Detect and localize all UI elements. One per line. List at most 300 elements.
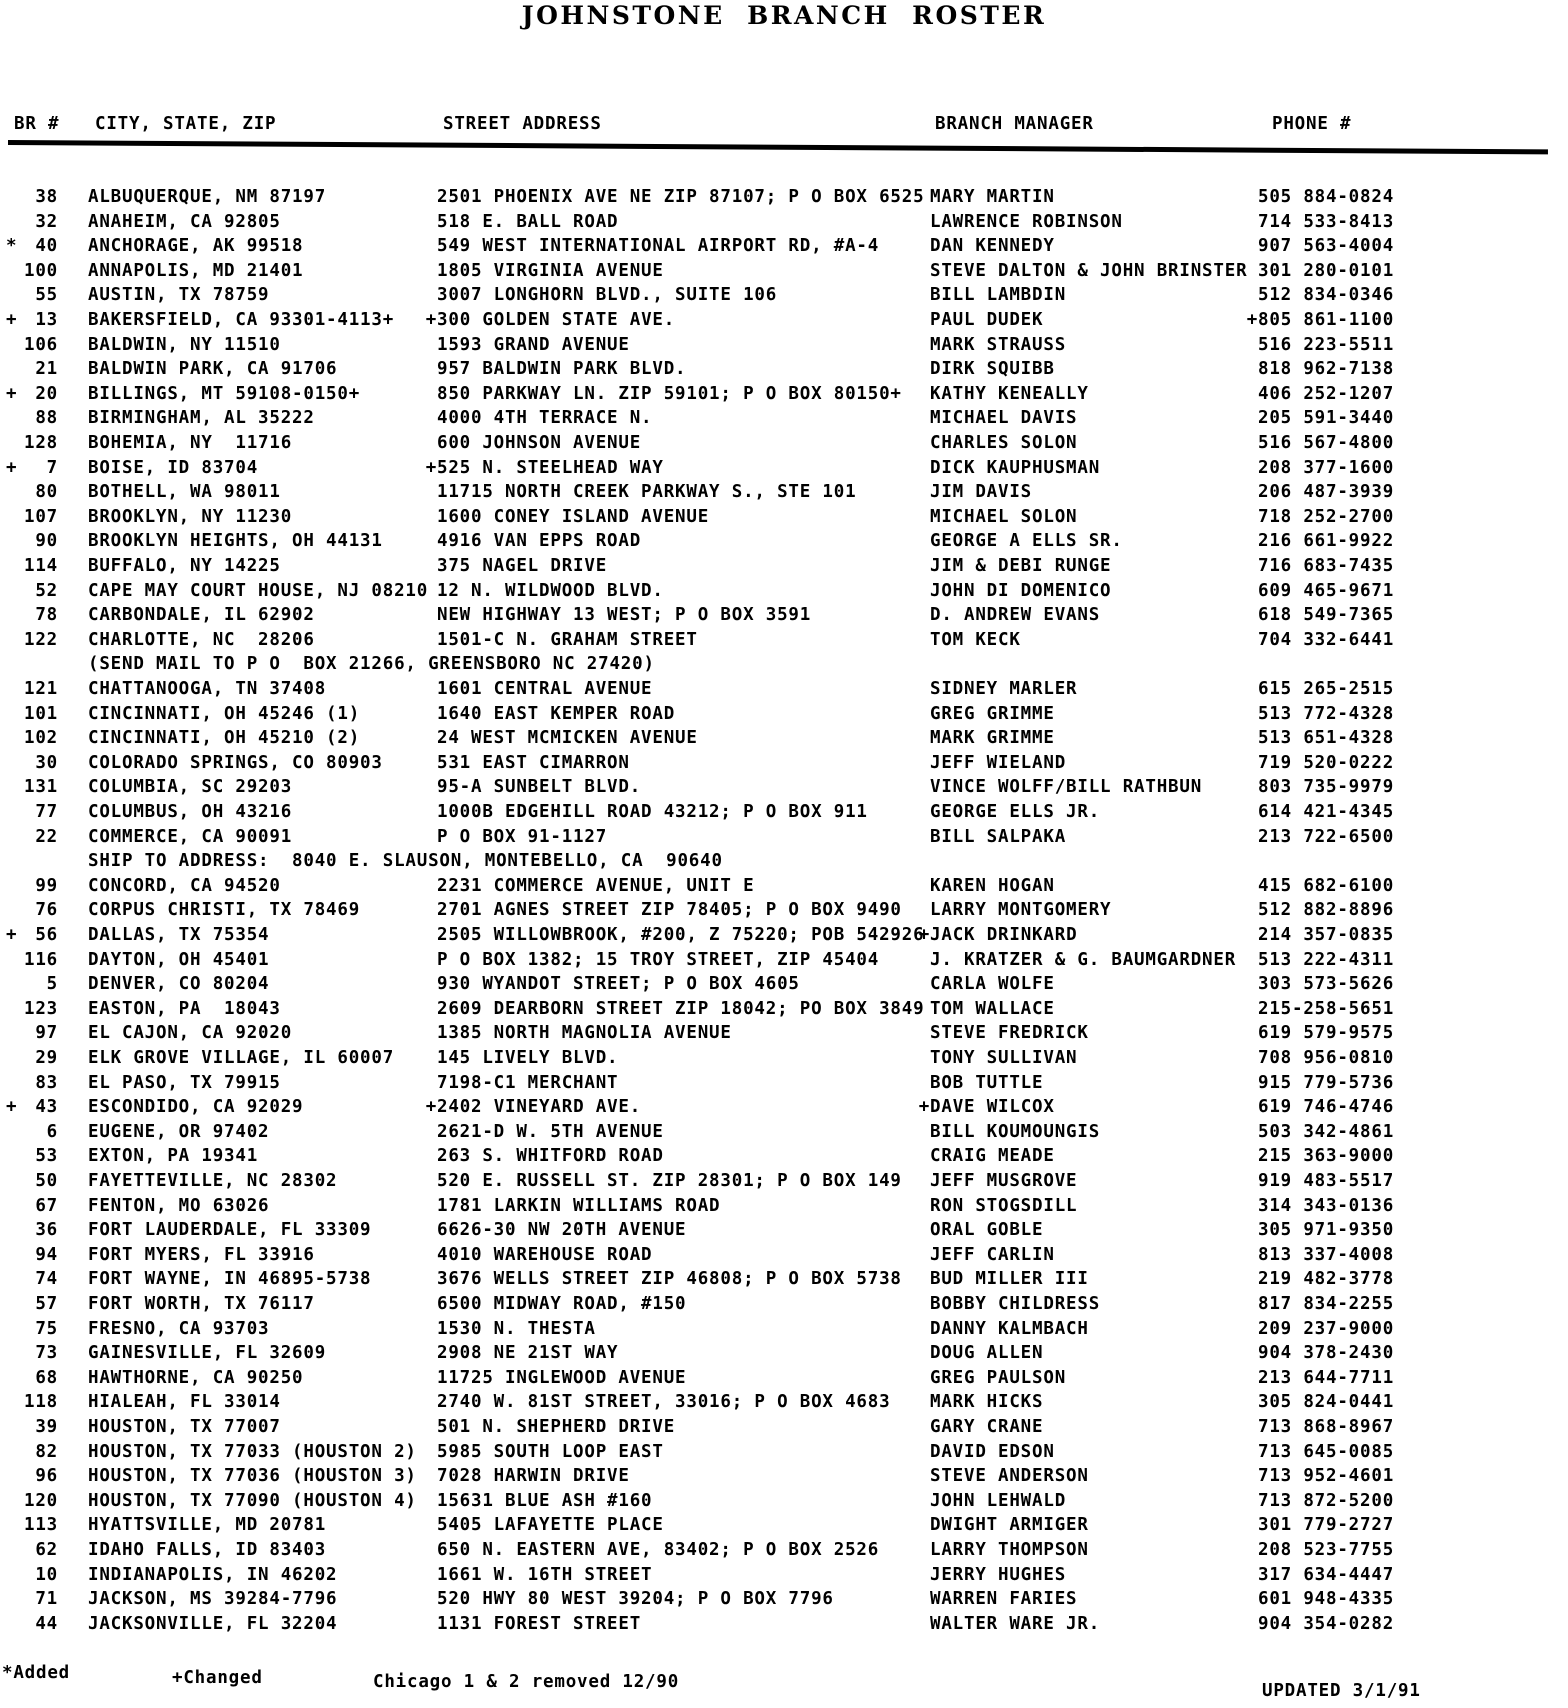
branch-number-cell: 80 xyxy=(35,482,58,503)
branch-manager-cell: J. KRATZER & G. BAUMGARDNER xyxy=(930,949,1237,970)
street-address-cell: 1805 VIRGINIA AVENUE xyxy=(437,260,664,281)
city-state-zip-cell: BOTHELL, WA 98011 xyxy=(88,482,281,503)
branch-number-cell: 120 xyxy=(23,1490,58,1511)
street-address-cell: 2701 AGNES STREET ZIP 78405; P O BOX 9490 xyxy=(437,900,902,921)
branch-number-cell: 83 xyxy=(35,1072,58,1093)
branch-number-cell: 102 xyxy=(23,728,58,749)
branch-number-cell: 13 xyxy=(35,310,58,330)
city-state-zip-cell: DALLAS, TX 75354 xyxy=(88,925,270,945)
branch-manager-cell: MARK STRAUSS xyxy=(930,334,1067,355)
street-address-cell: +2402 VINEYARD AVE. xyxy=(425,1097,642,1118)
branch-manager-cell: +JACK DRINKARD xyxy=(918,925,1078,945)
street-address-cell: 4916 VAN EPPS ROAD xyxy=(437,531,642,552)
phone-cell: 215 363-9000 xyxy=(1258,1146,1395,1167)
table-row xyxy=(0,1442,1568,1467)
phone-cell: 512 834-0346 xyxy=(1258,285,1395,306)
table-row xyxy=(0,384,1568,409)
branch-number-cell: 113 xyxy=(23,1515,58,1536)
marker-flag: + xyxy=(6,383,18,404)
branch-manager-cell: GARY CRANE xyxy=(930,1417,1044,1437)
city-state-zip-cell: COLUMBUS, OH 43216 xyxy=(88,802,293,822)
table-row xyxy=(0,1565,1568,1590)
phone-cell: 713 868-8967 xyxy=(1258,1417,1395,1437)
city-state-zip-cell: EL PASO, TX 79915 xyxy=(88,1072,281,1093)
branch-manager-cell: WALTER WARE JR. xyxy=(930,1613,1101,1634)
branch-manager-cell: PAUL DUDEK xyxy=(930,310,1044,330)
branch-number-cell: 122 xyxy=(23,629,58,650)
street-address-cell: 1781 LARKIN WILLIAMS ROAD xyxy=(437,1195,721,1216)
branch-manager-cell: JEFF WIELAND xyxy=(930,752,1067,773)
table-row xyxy=(0,704,1568,729)
table-row xyxy=(0,1491,1568,1516)
city-state-zip-cell: CINCINNATI, OH 45210 (2) xyxy=(88,728,361,749)
note-text: SHIP TO ADDRESS: 8040 E. SLAUSON, MONTEBELLO, CA 90640 xyxy=(88,851,723,872)
table-row xyxy=(0,1245,1568,1270)
table-row xyxy=(0,1294,1568,1319)
phone-cell: 513 772-4328 xyxy=(1258,703,1395,724)
table-row xyxy=(0,876,1568,901)
street-address-cell: 1501-C N. GRAHAM STREET xyxy=(437,629,698,650)
branch-number-cell: 68 xyxy=(35,1367,58,1388)
city-state-zip-cell: EUGENE, OR 97402 xyxy=(88,1121,270,1142)
branch-manager-cell: GEORGE ELLS JR. xyxy=(930,802,1101,822)
table-row xyxy=(0,285,1568,310)
city-state-zip-cell: EL CAJON, CA 92020 xyxy=(88,1023,293,1044)
column-header-city-state-zip: CITY, STATE, ZIP xyxy=(95,114,277,134)
phone-cell: 516 223-5511 xyxy=(1258,334,1395,355)
branch-manager-cell: MARK HICKS xyxy=(930,1392,1044,1413)
city-state-zip-cell: HOUSTON, TX 77033 (HOUSTON 2) xyxy=(88,1441,417,1462)
phone-cell: 305 971-9350 xyxy=(1258,1220,1395,1241)
branch-manager-cell: STEVE ANDERSON xyxy=(930,1466,1089,1487)
branch-number-cell: 118 xyxy=(23,1392,58,1413)
table-row xyxy=(0,433,1568,458)
table-row xyxy=(0,236,1568,261)
branch-manager-cell: WARREN FARIES xyxy=(930,1589,1078,1610)
city-state-zip-cell: IDAHO FALLS, ID 83403 xyxy=(88,1540,327,1560)
city-state-zip-cell: BAKERSFIELD, CA 93301-4113+ xyxy=(88,310,395,330)
branch-manager-cell: STEVE FREDRICK xyxy=(930,1023,1089,1044)
branch-number-cell: 73 xyxy=(35,1343,58,1364)
table-row xyxy=(0,974,1568,999)
phone-cell: 208 523-7755 xyxy=(1258,1540,1395,1560)
phone-cell: 713 952-4601 xyxy=(1258,1466,1395,1487)
phone-cell: 314 343-0136 xyxy=(1258,1195,1395,1216)
branch-manager-cell: GEORGE A ELLS SR. xyxy=(930,531,1123,552)
branch-manager-cell: DOUG ALLEN xyxy=(930,1343,1044,1364)
branch-number-cell: 88 xyxy=(35,408,58,429)
table-row xyxy=(0,1319,1568,1344)
branch-manager-cell: BUD MILLER III xyxy=(930,1269,1089,1290)
branch-manager-cell: LAWRENCE ROBINSON xyxy=(930,211,1123,232)
phone-cell: 406 252-1207 xyxy=(1258,383,1395,404)
table-row xyxy=(0,1589,1568,1614)
branch-number-cell: 22 xyxy=(35,826,58,847)
branch-manager-cell: BILL LAMBDIN xyxy=(930,285,1067,306)
city-state-zip-cell: FORT WORTH, TX 76117 xyxy=(88,1294,315,1314)
table-row xyxy=(0,728,1568,753)
city-state-zip-cell: COLORADO SPRINGS, CO 80903 xyxy=(88,752,383,773)
city-state-zip-cell: FAYETTEVILLE, NC 28302 xyxy=(88,1171,338,1191)
branch-manager-cell: VINCE WOLFF/BILL RATHBUN xyxy=(930,777,1203,798)
street-address-cell: P O BOX 1382; 15 TROY STREET, ZIP 45404 xyxy=(437,949,880,970)
city-state-zip-cell: BALDWIN, NY 11510 xyxy=(88,334,281,355)
branch-manager-cell: +DAVE WILCOX xyxy=(918,1097,1055,1118)
phone-cell: 213 722-6500 xyxy=(1258,826,1395,847)
branch-manager-cell: KATHY KENEALLY xyxy=(930,383,1089,404)
phone-cell: 704 332-6441 xyxy=(1258,629,1395,650)
branch-number-cell: 21 xyxy=(35,359,58,380)
city-state-zip-cell: HOUSTON, TX 77036 (HOUSTON 3) xyxy=(88,1466,417,1487)
street-address-cell: 1593 GRAND AVENUE xyxy=(437,334,630,355)
street-address-cell: 2621-D W. 5TH AVENUE xyxy=(437,1121,664,1142)
table-row xyxy=(0,1146,1568,1171)
phone-cell: 512 882-8896 xyxy=(1258,900,1395,921)
city-state-zip-cell: HYATTSVILLE, MD 20781 xyxy=(88,1515,327,1536)
phone-cell: 513 651-4328 xyxy=(1258,728,1395,749)
phone-cell: 813 337-4008 xyxy=(1258,1244,1395,1265)
branch-manager-cell: TOM WALLACE xyxy=(930,998,1055,1019)
phone-cell: 503 342-4861 xyxy=(1258,1121,1395,1142)
phone-cell: 609 465-9671 xyxy=(1258,580,1395,601)
phone-cell: 415 682-6100 xyxy=(1258,875,1395,896)
table-row xyxy=(0,1343,1568,1368)
city-state-zip-cell: ALBUQUERQUE, NM 87197 xyxy=(88,187,327,207)
table-row xyxy=(0,1417,1568,1442)
phone-cell: 305 824-0441 xyxy=(1258,1392,1395,1413)
street-address-cell: 1385 NORTH MAGNOLIA AVENUE xyxy=(437,1023,732,1044)
phone-cell: 803 735-9979 xyxy=(1258,777,1395,798)
phone-cell: 206 487-3939 xyxy=(1258,482,1395,503)
branch-number-cell: 100 xyxy=(23,260,58,281)
city-state-zip-cell: DENVER, CO 80204 xyxy=(88,974,270,995)
phone-cell: 219 482-3778 xyxy=(1258,1269,1395,1290)
branch-manager-cell: CARLA WOLFE xyxy=(930,974,1055,995)
branch-number-cell: 106 xyxy=(23,334,58,355)
phone-cell: 216 661-9922 xyxy=(1258,531,1395,552)
branch-number-cell: 39 xyxy=(35,1417,58,1437)
street-address-cell: 375 NAGEL DRIVE xyxy=(437,556,608,576)
street-address-cell: 11715 NORTH CREEK PARKWAY S., STE 101 xyxy=(437,482,857,503)
phone-cell: 317 634-4447 xyxy=(1258,1564,1395,1585)
branch-number-cell: 38 xyxy=(35,187,58,207)
phone-cell: 301 779-2727 xyxy=(1258,1515,1395,1536)
table-row xyxy=(0,581,1568,606)
marker-flag: + xyxy=(6,925,18,945)
street-address-cell: +300 GOLDEN STATE AVE. xyxy=(425,310,676,330)
city-state-zip-cell: BROOKLYN HEIGHTS, OH 44131 xyxy=(88,531,383,552)
table-row xyxy=(0,1048,1568,1073)
table-row xyxy=(0,1466,1568,1491)
table-row xyxy=(0,1171,1568,1196)
city-state-zip-cell: CAPE MAY COURT HOUSE, NJ 08210 xyxy=(88,580,429,601)
branch-manager-cell: KAREN HOGAN xyxy=(930,875,1055,896)
city-state-zip-cell: JACKSONVILLE, FL 32204 xyxy=(88,1613,338,1634)
branch-number-cell: 128 xyxy=(23,433,58,453)
branch-number-cell: 71 xyxy=(35,1589,58,1610)
city-state-zip-cell: BALDWIN PARK, CA 91706 xyxy=(88,359,338,380)
city-state-zip-cell: ANCHORAGE, AK 99518 xyxy=(88,236,304,257)
table-row xyxy=(0,630,1568,655)
street-address-cell: 2609 DEARBORN STREET ZIP 18042; PO BOX 3849 xyxy=(437,998,925,1019)
street-address-cell: 3676 WELLS STREET ZIP 46808; P O BOX 5738 xyxy=(437,1269,902,1290)
branch-number-cell: 78 xyxy=(35,605,58,626)
branch-number-cell: 96 xyxy=(35,1466,58,1487)
table-row xyxy=(0,1368,1568,1393)
branch-manager-cell: CHARLES SOLON xyxy=(930,433,1078,453)
branch-manager-cell: D. ANDREW EVANS xyxy=(930,605,1101,626)
marker-flag: * xyxy=(6,236,18,257)
phone-cell: 713 872-5200 xyxy=(1258,1490,1395,1511)
branch-number-cell: 101 xyxy=(23,703,58,724)
street-address-cell: 2908 NE 21ST WAY xyxy=(437,1343,619,1364)
branch-number-cell: 74 xyxy=(35,1269,58,1290)
table-row xyxy=(0,310,1568,335)
phone-cell: 904 354-0282 xyxy=(1258,1613,1395,1634)
branch-manager-cell: TOM KECK xyxy=(930,629,1021,650)
branch-manager-cell: LARRY MONTGOMERY xyxy=(930,900,1112,921)
phone-cell: 205 591-3440 xyxy=(1258,408,1395,429)
table-row xyxy=(0,1097,1568,1122)
street-address-cell: 1640 EAST KEMPER ROAD xyxy=(437,703,676,724)
branch-manager-cell: BOB TUTTLE xyxy=(930,1072,1044,1093)
note-row xyxy=(0,851,1568,876)
street-address-cell: 3007 LONGHORN BLVD., SUITE 106 xyxy=(437,285,778,306)
table-row xyxy=(0,1073,1568,1098)
table-row xyxy=(0,1515,1568,1540)
city-state-zip-cell: JACKSON, MS 39284-7796 xyxy=(88,1589,338,1610)
branch-manager-cell: RON STOGSDILL xyxy=(930,1195,1078,1216)
removed-branches-note: Chicago 1 & 2 removed 12/90 xyxy=(373,1672,680,1692)
branch-number-cell: 44 xyxy=(35,1613,58,1634)
note-row xyxy=(0,654,1568,679)
street-address-cell: 5985 SOUTH LOOP EAST xyxy=(437,1441,664,1462)
city-state-zip-cell: CONCORD, CA 94520 xyxy=(88,875,281,896)
city-state-zip-cell: EASTON, PA 18043 xyxy=(88,998,281,1019)
branch-number-cell: 82 xyxy=(35,1441,58,1462)
branch-number-cell: 40 xyxy=(35,236,58,257)
street-address-cell: P O BOX 91-1127 xyxy=(437,826,608,847)
branch-manager-cell: JERRY HUGHES xyxy=(930,1564,1067,1585)
city-state-zip-cell: CHARLOTTE, NC 28206 xyxy=(88,629,315,650)
table-row xyxy=(0,408,1568,433)
phone-cell: 208 377-1600 xyxy=(1258,457,1395,478)
phone-cell: 719 520-0222 xyxy=(1258,752,1395,773)
city-state-zip-cell: ANAHEIM, CA 92805 xyxy=(88,211,281,232)
city-state-zip-cell: COLUMBIA, SC 29203 xyxy=(88,777,293,798)
table-row xyxy=(0,1196,1568,1221)
city-state-zip-cell: CHATTANOOGA, TN 37408 xyxy=(88,679,327,699)
branch-number-cell: 53 xyxy=(35,1146,58,1167)
legend-changed: +Changed xyxy=(172,1668,263,1688)
branch-manager-cell: JEFF MUSGROVE xyxy=(930,1171,1078,1191)
phone-cell: 213 644-7711 xyxy=(1258,1367,1395,1388)
city-state-zip-cell: FENTON, MO 63026 xyxy=(88,1195,270,1216)
street-address-cell: 600 JOHNSON AVENUE xyxy=(437,433,642,453)
city-state-zip-cell: HOUSTON, TX 77090 (HOUSTON 4) xyxy=(88,1490,417,1511)
street-address-cell: 5405 LAFAYETTE PLACE xyxy=(437,1515,664,1536)
branch-number-cell: 43 xyxy=(35,1097,58,1118)
phone-cell: 708 956-0810 xyxy=(1258,1048,1395,1068)
branch-number-cell: 107 xyxy=(23,506,58,527)
branch-number-cell: 50 xyxy=(35,1171,58,1191)
city-state-zip-cell: HAWTHORNE, CA 90250 xyxy=(88,1367,304,1388)
phone-cell: 713 645-0085 xyxy=(1258,1441,1395,1462)
branch-manager-cell: ORAL GOBLE xyxy=(930,1220,1044,1241)
street-address-cell: 531 EAST CIMARRON xyxy=(437,752,630,773)
city-state-zip-cell: BIRMINGHAM, AL 35222 xyxy=(88,408,315,429)
branch-manager-cell: JOHN LEHWALD xyxy=(930,1490,1067,1511)
street-address-cell: 520 HWY 80 WEST 39204; P O BOX 7796 xyxy=(437,1589,834,1610)
table-row xyxy=(0,950,1568,975)
table-row xyxy=(0,679,1568,704)
branch-number-cell: 94 xyxy=(35,1244,58,1265)
phone-cell: 601 948-4335 xyxy=(1258,1589,1395,1610)
street-address-cell: 263 S. WHITFORD ROAD xyxy=(437,1146,664,1167)
branch-number-cell: 6 xyxy=(46,1121,58,1142)
branch-number-cell: 75 xyxy=(35,1318,58,1339)
column-header-phone: PHONE # xyxy=(1272,114,1352,134)
branch-number-cell: 114 xyxy=(23,556,58,576)
branch-number-cell: 32 xyxy=(35,211,58,232)
table-row xyxy=(0,802,1568,827)
branch-number-cell: 77 xyxy=(35,802,58,822)
phone-cell: 209 237-9000 xyxy=(1258,1318,1395,1339)
marker-flag: + xyxy=(6,1097,18,1118)
table-row xyxy=(0,1614,1568,1639)
branch-number-cell: 36 xyxy=(35,1220,58,1241)
street-address-cell: 957 BALDWIN PARK BLVD. xyxy=(437,359,687,380)
city-state-zip-cell: BUFFALO, NY 14225 xyxy=(88,556,281,576)
street-address-cell: 4000 4TH TERRACE N. xyxy=(437,408,653,429)
table-row xyxy=(0,482,1568,507)
branch-manager-cell: DICK KAUPHUSMAN xyxy=(930,457,1101,478)
city-state-zip-cell: FORT LAUDERDALE, FL 33309 xyxy=(88,1220,372,1241)
column-header-branch-number: BR # xyxy=(14,114,60,134)
branch-manager-cell: DAN KENNEDY xyxy=(930,236,1055,257)
table-row xyxy=(0,359,1568,384)
table-row xyxy=(0,1392,1568,1417)
city-state-zip-cell: BILLINGS, MT 59108-0150+ xyxy=(88,383,361,404)
table-row xyxy=(0,777,1568,802)
branch-manager-cell: JIM & DEBI RUNGE xyxy=(930,556,1112,576)
branch-number-cell: 99 xyxy=(35,875,58,896)
street-address-cell: 95-A SUNBELT BLVD. xyxy=(437,777,642,798)
street-address-cell: NEW HIGHWAY 13 WEST; P O BOX 3591 xyxy=(437,605,812,626)
street-address-cell: 1600 CONEY ISLAND AVENUE xyxy=(437,506,710,527)
branch-manager-cell: BILL KOUMOUNGIS xyxy=(930,1121,1101,1142)
street-address-cell: 549 WEST INTERNATIONAL AIRPORT RD, #A-4 xyxy=(437,236,880,257)
updated-date: UPDATED 3/1/91 xyxy=(1262,1681,1421,1701)
branch-manager-cell: GREG GRIMME xyxy=(930,703,1055,724)
street-address-cell: 4010 WAREHOUSE ROAD xyxy=(437,1244,653,1265)
street-address-cell: 6626-30 NW 20TH AVENUE xyxy=(437,1220,687,1241)
branch-number-cell: 20 xyxy=(35,383,58,404)
city-state-zip-cell: GAINESVILLE, FL 32609 xyxy=(88,1343,327,1364)
branch-manager-cell: BOBBY CHILDRESS xyxy=(930,1294,1101,1314)
street-address-cell: 2501 PHOENIX AVE NE ZIP 87107; P O BOX 6525 xyxy=(437,187,925,207)
branch-number-cell: 5 xyxy=(46,974,58,995)
phone-cell: 716 683-7435 xyxy=(1258,556,1395,576)
table-row xyxy=(0,187,1568,212)
phone-cell: 301 280-0101 xyxy=(1258,260,1395,281)
city-state-zip-cell: FRESNO, CA 93703 xyxy=(88,1318,270,1339)
branch-manager-cell: JEFF CARLIN xyxy=(930,1244,1055,1265)
table-row xyxy=(0,900,1568,925)
phone-cell: 619 746-4746 xyxy=(1258,1097,1395,1118)
city-state-zip-cell: ESCONDIDO, CA 92029 xyxy=(88,1097,304,1118)
table-row xyxy=(0,335,1568,360)
phone-cell: 618 549-7365 xyxy=(1258,605,1395,626)
city-state-zip-cell: INDIANAPOLIS, IN 46202 xyxy=(88,1564,338,1585)
city-state-zip-cell: BROOKLYN, NY 11230 xyxy=(88,506,293,527)
page-title: JOHNSTONE BRANCH ROSTER xyxy=(521,1,1047,30)
phone-cell: 817 834-2255 xyxy=(1258,1294,1395,1314)
branch-number-cell: 10 xyxy=(35,1564,58,1585)
branch-manager-cell: MARK GRIMME xyxy=(930,728,1055,749)
city-state-zip-cell: BOHEMIA, NY 11716 xyxy=(88,433,293,453)
branch-number-cell: 131 xyxy=(23,777,58,798)
phone-cell: 505 884-0824 xyxy=(1258,187,1395,207)
branch-number-cell: 76 xyxy=(35,900,58,921)
city-state-zip-cell: BOISE, ID 83704 xyxy=(88,457,259,478)
phone-cell: +805 861-1100 xyxy=(1246,310,1395,330)
street-address-cell: +525 N. STEELHEAD WAY xyxy=(425,457,664,478)
street-address-cell: 6500 MIDWAY ROAD, #150 xyxy=(437,1294,687,1314)
legend-added: *Added xyxy=(2,1663,71,1683)
street-address-cell: 7028 HARWIN DRIVE xyxy=(437,1466,630,1487)
branch-manager-cell: GREG PAULSON xyxy=(930,1367,1067,1388)
table-row xyxy=(0,925,1568,950)
phone-cell: 614 421-4345 xyxy=(1258,802,1395,822)
table-row xyxy=(0,827,1568,852)
phone-cell: 215-258-5651 xyxy=(1258,998,1395,1019)
city-state-zip-cell: CORPUS CHRISTI, TX 78469 xyxy=(88,900,361,921)
city-state-zip-cell: FORT WAYNE, IN 46895-5738 xyxy=(88,1269,372,1290)
phone-cell: 615 265-2515 xyxy=(1258,679,1395,699)
column-header-street-address: STREET ADDRESS xyxy=(443,114,602,134)
city-state-zip-cell: DAYTON, OH 45401 xyxy=(88,949,270,970)
table-row xyxy=(0,1540,1568,1565)
street-address-cell: 7198-C1 MERCHANT xyxy=(437,1072,619,1093)
street-address-cell: 12 N. WILDWOOD BLVD. xyxy=(437,580,664,601)
city-state-zip-cell: CARBONDALE, IL 62902 xyxy=(88,605,315,626)
branch-manager-cell: DAVID EDSON xyxy=(930,1441,1055,1462)
table-row xyxy=(0,1023,1568,1048)
table-row xyxy=(0,556,1568,581)
phone-cell: 214 357-0835 xyxy=(1258,925,1395,945)
street-address-cell: 520 E. RUSSELL ST. ZIP 28301; P O BOX 149 xyxy=(437,1171,902,1191)
branch-manager-cell: MICHAEL DAVIS xyxy=(930,408,1078,429)
table-row xyxy=(0,531,1568,556)
branch-number-cell: 116 xyxy=(23,949,58,970)
marker-flag: + xyxy=(6,310,18,330)
street-address-cell: 518 E. BALL ROAD xyxy=(437,211,619,232)
phone-cell: 915 779-5736 xyxy=(1258,1072,1395,1093)
branch-number-cell: 67 xyxy=(35,1195,58,1216)
table-row xyxy=(0,261,1568,286)
city-state-zip-cell: ELK GROVE VILLAGE, IL 60007 xyxy=(88,1048,395,1068)
branch-number-cell: 56 xyxy=(35,925,58,945)
branch-manager-cell: MARY MARTIN xyxy=(930,187,1055,207)
street-address-cell: 850 PARKWAY LN. ZIP 59101; P O BOX 80150+ xyxy=(437,383,902,404)
branch-number-cell: 29 xyxy=(35,1048,58,1068)
street-address-cell: 1000B EDGEHILL ROAD 43212; P O BOX 911 xyxy=(437,802,868,822)
branch-manager-cell: LARRY THOMPSON xyxy=(930,1540,1089,1560)
phone-cell: 907 563-4004 xyxy=(1258,236,1395,257)
marker-flag: + xyxy=(6,457,18,478)
city-state-zip-cell: FORT MYERS, FL 33916 xyxy=(88,1244,315,1265)
